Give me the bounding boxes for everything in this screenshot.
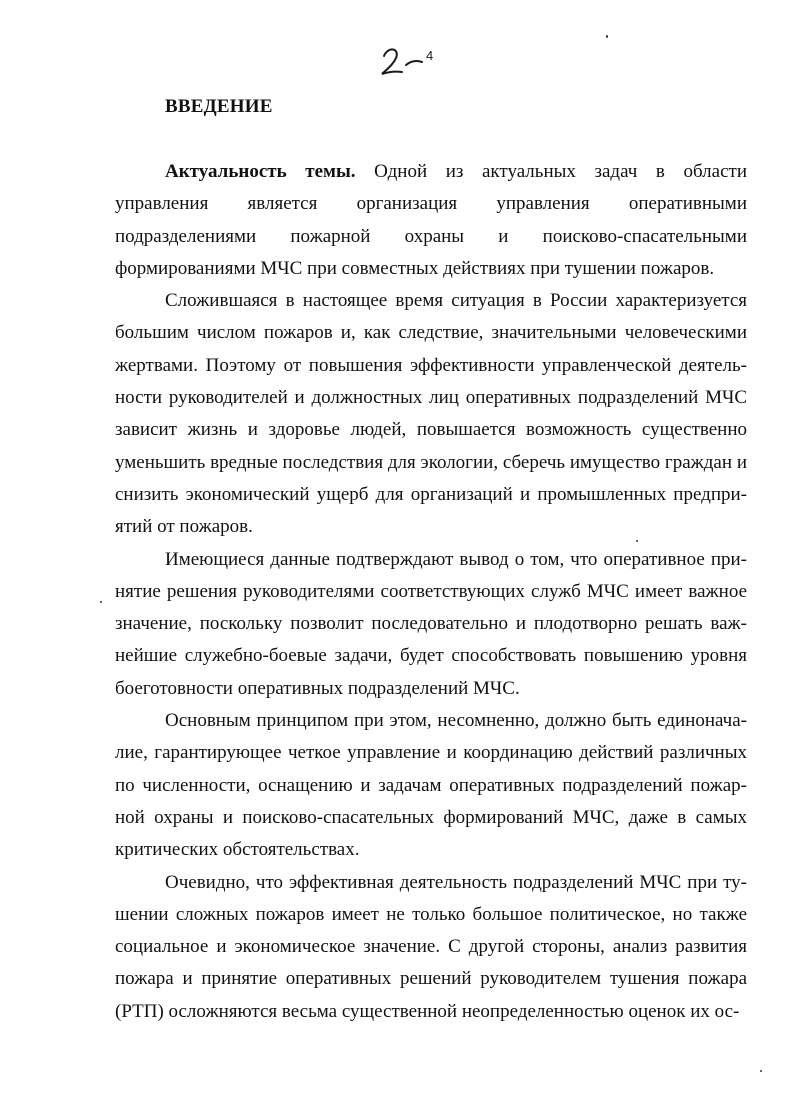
paragraph-text: Сложившаяся в настоящее время ситуация в России характеризуется большим числом пожаров и, как следствие, значительными человеческими жертвами. Поэтому от повышения эффективности управленческой деятельности руководителей и должностных лиц оперативных подразделений МЧС зависит жизнь и здоровье людей, повышается возможность существенно уменьшить вредные последствия для экологии, сберечь имущество граждан и снизить экономический ущерб для организаций и промышленных предприятий от пожаров. bbox=[115, 290, 747, 538]
paragraph-2 bbox=[115, 285, 747, 543]
page-number bbox=[378, 44, 448, 78]
document-body bbox=[115, 156, 747, 1028]
paragraph-lead: Актуальность темы. bbox=[165, 161, 356, 182]
paragraph-1 bbox=[115, 156, 747, 285]
handwritten-page-number bbox=[378, 44, 448, 78]
printed-page-digit: 4 bbox=[426, 48, 434, 63]
scan-speck bbox=[760, 1070, 762, 1072]
scan-speck bbox=[606, 35, 608, 38]
paragraph-text: Имеющиеся данные подтверждают вывод о том, что оперативное принятие решения руководителями соответствующих служб МЧС имеет важное значение, поскольку позволит последовательно и плодотворно решать важнейшие служебно-боевые задачи, будет способствовать повышению уровня боеготовности оперативных подразделений МЧС. bbox=[115, 548, 747, 699]
paragraph-5 bbox=[115, 867, 747, 1028]
section-heading: ВВЕДЕНИЕ bbox=[165, 96, 273, 117]
paragraph-text: Основным принципом при этом, несомненно, должно быть единоначалие, гарантирующее четкое управление и координацию действий различных по численности, оснащению и задачам оперативных подразделений пожарной охраны и поисково-спасательных формирований МЧС, даже в самых критических обстоятельствах. bbox=[115, 710, 747, 861]
scan-speck bbox=[636, 540, 638, 542]
paragraph-4 bbox=[115, 705, 747, 866]
paragraph-text: Одной из актуальных задач в области управления является организация управления оперативными подразделениями пожарной охраны и поисково-спасательными формированиями МЧС при совместных действиях при тушении пожаров. bbox=[115, 161, 747, 279]
scan-speck bbox=[100, 601, 102, 603]
paragraph-3 bbox=[115, 544, 747, 705]
paragraph-text: Очевидно, что эффективная деятельность подразделений МЧС при тушении сложных пожаров имеет не только большое политическое, но также социальное и экономическое значение. С другой стороны, анализ развития пожара и принятие оперативных решений руководителем тушения пожара (РТП) осложняются весьма существенной неопределенностью оценок их ос- bbox=[115, 871, 747, 1022]
